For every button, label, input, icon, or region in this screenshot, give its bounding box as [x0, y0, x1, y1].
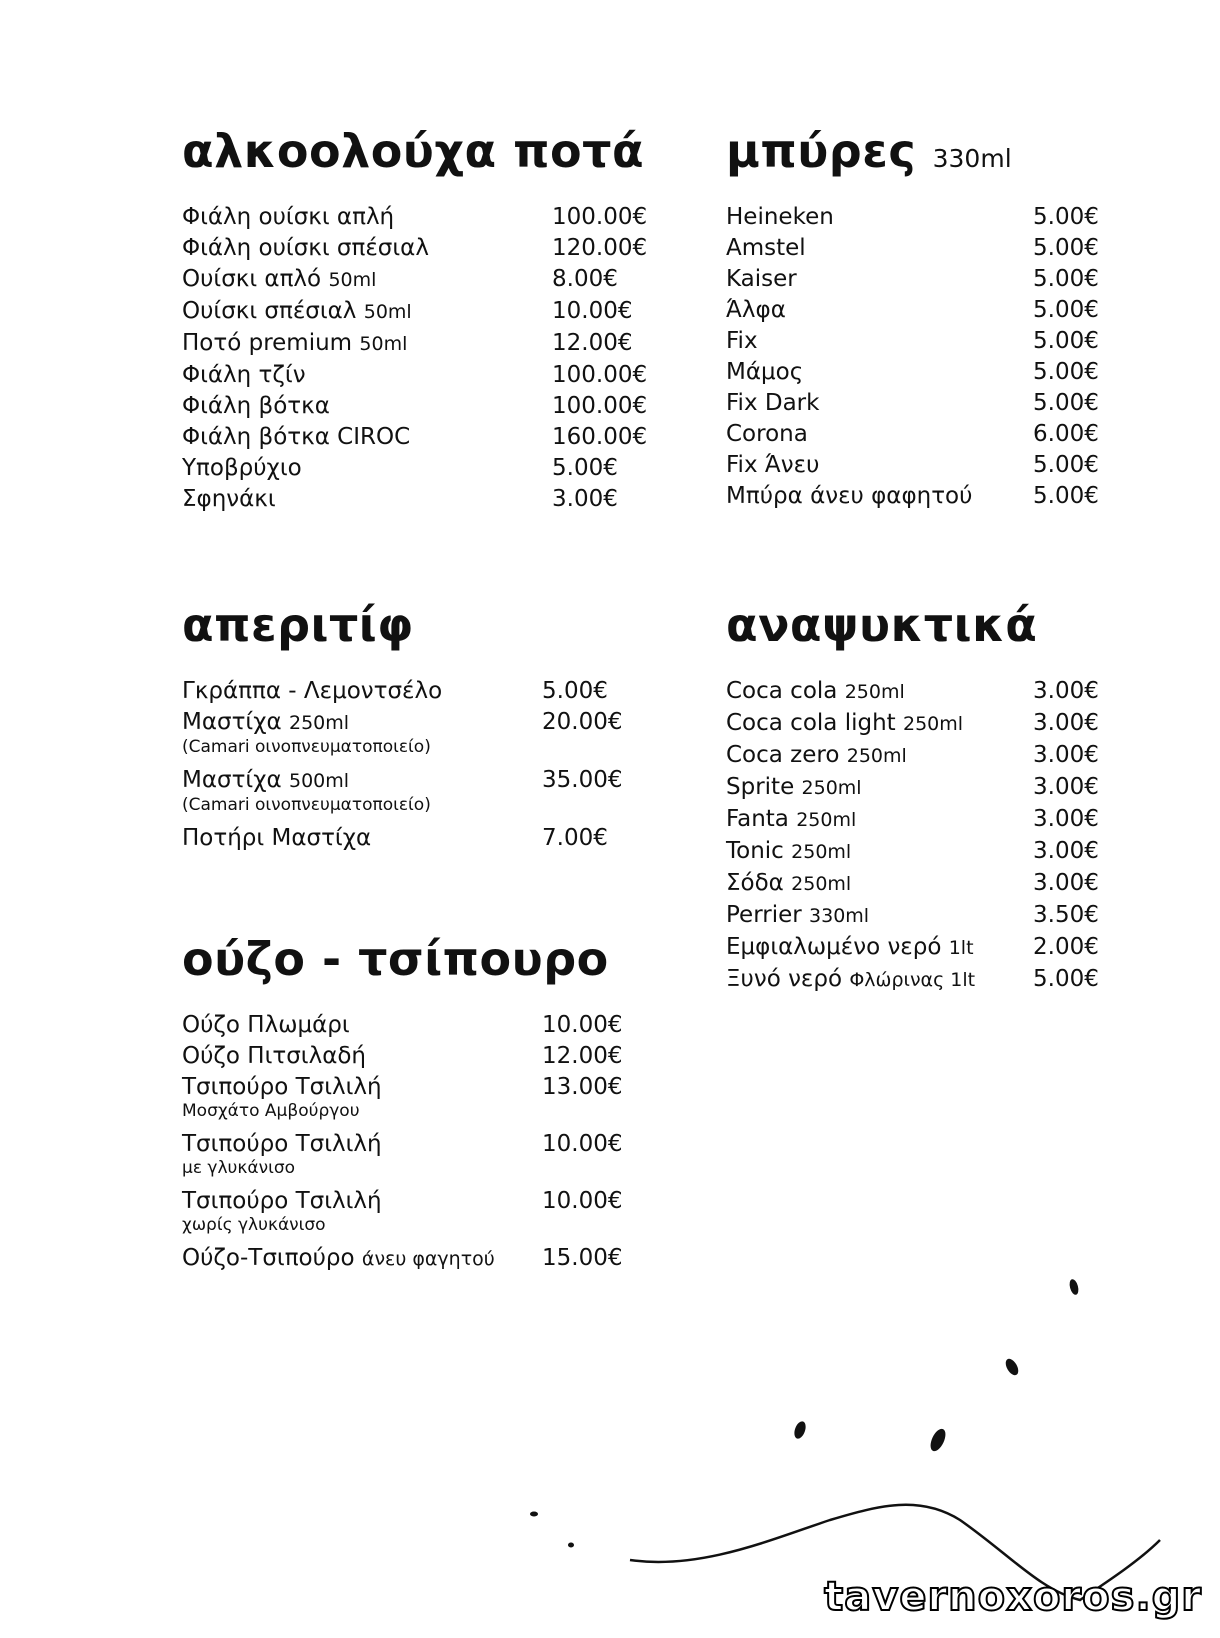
menu-item [726, 868, 1111, 900]
item-price: 100.00€ [552, 204, 648, 230]
item-name-wrap [182, 202, 394, 233]
item-price: 3.00€ [1033, 806, 1099, 832]
menu-item [182, 296, 662, 328]
item-name: Kaiser [726, 266, 797, 292]
menu-item-row [726, 708, 1111, 740]
menu-item-row [182, 422, 662, 453]
item-name: Μαστίχα [182, 767, 282, 793]
beers-title-text: μπύρες [726, 124, 917, 178]
item-note: Μοσχάτο Αμβούργου [182, 1101, 360, 1121]
item-name: Σόδα [726, 870, 784, 896]
item-price: 5.00€ [1033, 390, 1099, 416]
item-name: Άλφα [726, 297, 786, 323]
menu-item-row [726, 676, 1111, 708]
item-name-wrap [182, 1010, 350, 1041]
item-price: 5.00€ [1033, 266, 1099, 292]
item-name: Ξυνό νερό [726, 966, 843, 992]
item-price: 20.00€ [542, 709, 623, 735]
item-name: Φιάλη ουίσκι απλή [182, 204, 395, 230]
menu-item-row [726, 964, 1111, 996]
item-name-wrap [726, 419, 808, 450]
item-price: 8.00€ [552, 266, 618, 292]
item-name-wrap [726, 804, 856, 836]
menu-item-row [182, 823, 652, 854]
item-name-wrap [726, 932, 974, 964]
item-name-wrap [726, 836, 851, 868]
beers-section [726, 124, 1111, 512]
menu-item-row [726, 233, 1111, 264]
menu-item [726, 202, 1111, 233]
dot [1068, 1278, 1080, 1296]
menu-item [726, 419, 1111, 450]
item-name: Ουίσκι απλό [182, 266, 322, 292]
spirits-list [182, 202, 662, 515]
menu-item-row [182, 484, 662, 515]
item-name: Γκράππα - Λεμοντσέλο [182, 678, 443, 704]
menu-item [726, 326, 1111, 357]
item-name-wrap [726, 233, 806, 264]
item-name-wrap [726, 740, 907, 772]
menu-item-row [182, 1041, 642, 1072]
item-price: 5.00€ [552, 455, 618, 481]
item-name-wrap [726, 676, 905, 708]
item-price: 5.00€ [1033, 966, 1099, 992]
item-price: 5.00€ [1033, 297, 1099, 323]
spirits-section [182, 124, 662, 515]
menu-item-row [182, 233, 662, 264]
menu-item-row [182, 707, 652, 739]
item-size: 250ml [844, 681, 905, 703]
item-size: 1lt [948, 937, 974, 959]
item-size: 250ml [846, 745, 907, 767]
item-price: 2.00€ [1033, 934, 1099, 960]
menu-item [182, 264, 662, 296]
item-name-wrap [726, 868, 851, 900]
item-note: (Camari οινοπνευματοποιείο) [182, 795, 431, 815]
item-name: Φιάλη ουίσκι σπέσιαλ [182, 235, 429, 261]
menu-item-row [726, 740, 1111, 772]
menu-item [182, 765, 652, 815]
item-price: 120.00€ [552, 235, 648, 261]
item-name: Φιάλη τζίν [182, 362, 306, 388]
item-name-wrap [182, 1243, 495, 1275]
item-price: 5.00€ [1033, 235, 1099, 261]
softdrinks-list [726, 676, 1111, 996]
menu-item [726, 264, 1111, 295]
item-name-wrap [182, 360, 306, 391]
item-size: 50ml [359, 333, 408, 355]
menu-item [182, 823, 652, 854]
item-name: Τσιπούρο Τσιλιλή [182, 1074, 382, 1100]
item-size: 250ml [801, 777, 862, 799]
menu-item-row [726, 419, 1111, 450]
ouzo-list [182, 1010, 642, 1275]
menu-item-row [726, 326, 1111, 357]
menu-item [726, 932, 1111, 964]
item-price: 5.00€ [1033, 483, 1099, 509]
item-price: 35.00€ [542, 767, 623, 793]
menu-item-row [726, 932, 1111, 964]
item-name: Perrier [726, 902, 802, 928]
menu-item-row [182, 765, 652, 797]
menu-item [182, 484, 662, 515]
item-note: χωρίς γλυκάνισο [182, 1215, 326, 1235]
item-price: 5.00€ [1033, 204, 1099, 230]
menu-item [726, 900, 1111, 932]
menu-item-row [726, 450, 1111, 481]
beers-subtitle: 330ml [932, 144, 1012, 173]
item-price: 160.00€ [552, 424, 648, 450]
menu-item-row [182, 1129, 642, 1160]
menu-item-row [726, 357, 1111, 388]
item-price: 3.00€ [1033, 870, 1099, 896]
menu-item [182, 707, 652, 757]
menu-item-row [726, 836, 1111, 868]
menu-item [182, 1243, 642, 1275]
item-size: 250ml [902, 713, 964, 735]
menu-item-row [182, 1243, 642, 1275]
item-note: με γλυκάνισο [182, 1158, 296, 1178]
item-name: Εμφιαλωμένο νερό [726, 934, 942, 960]
item-size: 50ml [328, 269, 377, 291]
item-name-wrap [726, 295, 786, 326]
item-name-wrap [182, 264, 376, 296]
item-name: Μαστίχα [182, 709, 282, 735]
menu-item [182, 1010, 642, 1041]
menu-item-row [182, 1072, 642, 1103]
menu-item [182, 1186, 642, 1235]
menu-item-row [182, 296, 662, 328]
item-name: Fix [726, 328, 758, 354]
item-name: Ούζο-Τσιπούρο [182, 1245, 355, 1271]
item-name-wrap [726, 326, 758, 357]
menu-item [726, 708, 1111, 740]
item-name-wrap [182, 391, 330, 422]
menu-item-row [182, 328, 662, 360]
menu-item [182, 202, 662, 233]
item-price: 10.00€ [542, 1131, 623, 1157]
menu-item [182, 391, 662, 422]
item-name: Υποβρύχιο [182, 455, 302, 481]
item-name: Amstel [726, 235, 806, 261]
item-name-wrap [726, 900, 869, 932]
menu-item [726, 836, 1111, 868]
item-name: Coca cola light [726, 710, 896, 736]
menu-item-row [726, 202, 1111, 233]
menu-item-row [182, 676, 652, 707]
menu-item [726, 676, 1111, 708]
item-name-wrap [726, 964, 975, 996]
item-price: 7.00€ [542, 825, 608, 851]
menu-item [182, 1072, 642, 1121]
item-name-wrap [726, 264, 797, 295]
item-price: 10.00€ [552, 298, 633, 324]
beers-title [726, 124, 1111, 178]
item-price: 100.00€ [552, 362, 648, 388]
item-name-wrap [182, 707, 349, 739]
menu-item-row [182, 360, 662, 391]
item-name: Fix Άνευ [726, 452, 820, 478]
item-name: Τσιπούρο Τσιλιλή [182, 1131, 382, 1157]
item-size: 330ml [809, 905, 870, 927]
item-name: Τσιπούρο Τσιλιλή [182, 1188, 382, 1214]
item-size: 50ml [363, 301, 412, 323]
item-price: 15.00€ [542, 1245, 623, 1271]
menu-item [726, 357, 1111, 388]
aperitif-section [182, 598, 652, 854]
item-price: 5.00€ [542, 678, 608, 704]
item-name-wrap [726, 708, 963, 740]
item-price: 10.00€ [542, 1012, 623, 1038]
item-price: 3.50€ [1033, 902, 1099, 928]
item-name-wrap [182, 1186, 382, 1217]
item-size: 250ml [288, 712, 350, 734]
aperitif-list [182, 676, 652, 854]
ouzo-title: ούζο - τσίπουρο [182, 932, 609, 986]
item-price: 3.00€ [1033, 710, 1099, 736]
item-name-wrap [182, 1041, 366, 1072]
menu-item [182, 453, 662, 484]
dot [568, 1543, 574, 1548]
item-name-wrap [182, 328, 407, 360]
spirits-title: αλκοολούχα ποτά [182, 124, 645, 178]
item-name-wrap [726, 202, 834, 233]
item-price: 3.00€ [1033, 774, 1099, 800]
item-name-wrap [182, 453, 302, 484]
dot [1003, 1357, 1021, 1378]
menu-item [726, 772, 1111, 804]
item-name: Sprite [726, 774, 795, 800]
item-name: Ουίσκι σπέσιαλ [182, 298, 357, 324]
menu-item [726, 233, 1111, 264]
item-name-wrap [182, 765, 349, 797]
item-name: Φιάλη βότκα [182, 393, 330, 419]
menu-item [182, 676, 652, 707]
item-name-wrap [182, 1072, 382, 1103]
item-name: Fanta [726, 806, 789, 832]
menu-item [182, 233, 662, 264]
item-name: Coca zero [726, 742, 840, 768]
menu-item-row [726, 481, 1111, 512]
item-name-wrap [182, 676, 442, 707]
item-name: Ποτό premium [182, 330, 353, 356]
menu-item [182, 1129, 642, 1178]
menu-item-row [726, 295, 1111, 326]
item-size: Φλώρινας 1lt [849, 969, 976, 991]
item-name: Ούζο Πλωμάρι [182, 1012, 350, 1038]
item-note: (Camari οινοπνευματοποιείο) [182, 737, 431, 757]
menu-item-row [726, 868, 1111, 900]
item-size: 250ml [791, 841, 852, 863]
item-size: 250ml [796, 809, 857, 831]
menu-item [182, 422, 662, 453]
item-name-wrap [726, 481, 972, 512]
menu-item-row [182, 202, 662, 233]
menu-item [726, 481, 1111, 512]
item-name-wrap [726, 772, 862, 804]
item-price: 3.00€ [1033, 838, 1099, 864]
item-name-wrap [182, 484, 276, 515]
item-name-wrap [182, 296, 412, 328]
dot [792, 1420, 808, 1440]
menu-item-row [182, 1186, 642, 1217]
watermark: tavernoxoros.gr [824, 1574, 1202, 1620]
item-price: 12.00€ [542, 1043, 623, 1069]
menu-item-row [726, 264, 1111, 295]
item-size: άνευ φαγητού [361, 1248, 495, 1270]
item-name-wrap [182, 1129, 382, 1160]
item-price: 10.00€ [542, 1188, 623, 1214]
item-name: Μάμος [726, 359, 804, 385]
softdrinks-section [726, 598, 1111, 996]
menu-item-row [182, 453, 662, 484]
menu-item [726, 295, 1111, 326]
menu-item [182, 360, 662, 391]
item-name: Ούζο Πιτσιλαδή [182, 1043, 367, 1069]
menu-item-row [182, 391, 662, 422]
item-name-wrap [182, 233, 429, 264]
item-name-wrap [182, 823, 371, 854]
menu-item-row [182, 264, 662, 296]
menu-item [726, 804, 1111, 836]
item-name: Fix Dark [726, 390, 820, 416]
menu-item-row [726, 388, 1111, 419]
item-price: 5.00€ [1033, 452, 1099, 478]
menu-item-row [182, 1010, 642, 1041]
item-price: 5.00€ [1033, 359, 1099, 385]
menu-item [726, 964, 1111, 996]
item-price: 12.00€ [552, 330, 633, 356]
item-price: 5.00€ [1033, 328, 1099, 354]
item-price: 100.00€ [552, 393, 648, 419]
menu-item [182, 328, 662, 360]
item-name-wrap [182, 422, 410, 453]
item-name-wrap [726, 450, 819, 481]
menu-item [182, 1041, 642, 1072]
item-price: 13.00€ [542, 1074, 623, 1100]
item-name: Σφηνάκι [182, 486, 276, 512]
ouzo-section [182, 932, 642, 1275]
dot [927, 1427, 948, 1454]
item-name: Ποτήρι Μαστίχα [182, 825, 372, 851]
item-name-wrap [726, 388, 819, 419]
item-price: 3.00€ [552, 486, 618, 512]
menu-item [726, 388, 1111, 419]
item-price: 3.00€ [1033, 742, 1099, 768]
menu-item [726, 740, 1111, 772]
item-price: 6.00€ [1033, 421, 1099, 447]
menu-item [726, 450, 1111, 481]
item-name: Tonic [726, 838, 784, 864]
beers-list [726, 202, 1111, 512]
item-name: Corona [726, 421, 808, 447]
item-price: 3.00€ [1033, 678, 1099, 704]
item-size: 250ml [791, 873, 852, 895]
item-name: Μπύρα άνευ φαφητού [726, 483, 973, 509]
menu-item-row [726, 900, 1111, 932]
item-name: Heineken [726, 204, 834, 230]
item-name: Φιάλη βότκα CIROC [182, 424, 411, 450]
menu-item-row [726, 772, 1111, 804]
item-size: 500ml [288, 770, 350, 792]
item-name: Coca cola [726, 678, 838, 704]
softdrinks-title: αναψυκτικά [726, 598, 1038, 652]
menu-item-row [726, 804, 1111, 836]
aperitif-title: απεριτίφ [182, 598, 414, 652]
dot [530, 1512, 538, 1517]
item-name-wrap [726, 357, 803, 388]
